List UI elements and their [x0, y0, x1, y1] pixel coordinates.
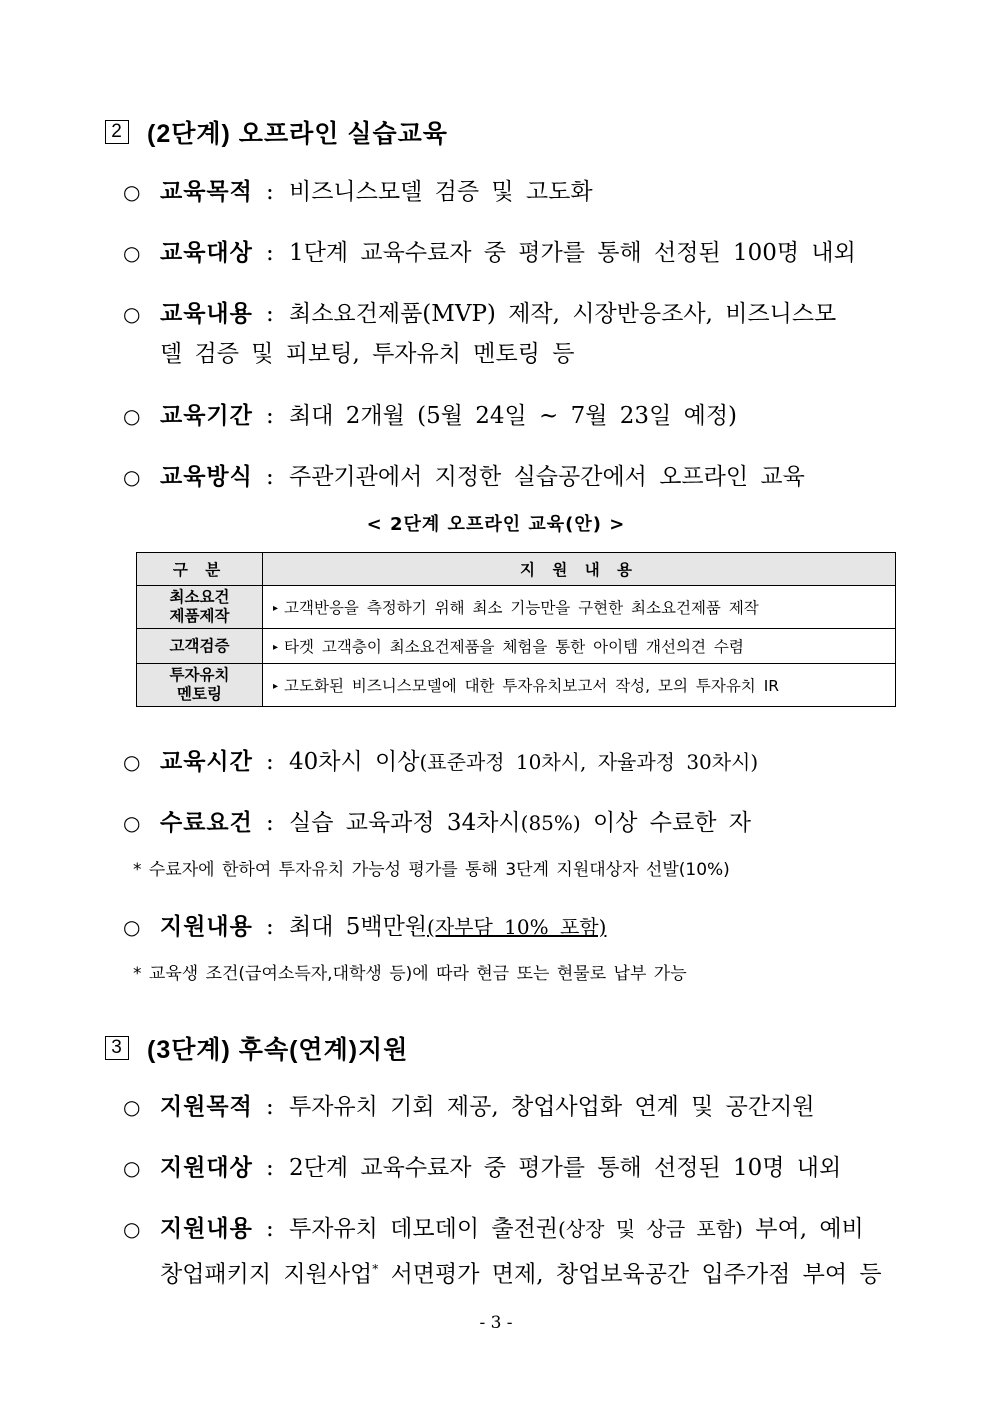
- item-separator: :: [266, 1216, 274, 1242]
- item-value: [289, 742, 758, 782]
- item-value-detail: (상장 및 상금 포함): [558, 1217, 743, 1241]
- note-selection: * 수료자에 한하여 투자유치 가능성 평가를 통해 3단계 지원대상자 선발(10%): [133, 860, 730, 880]
- item-separator: :: [266, 179, 274, 205]
- footnote-marker: *: [372, 1262, 379, 1276]
- item-value: 최소요건제품(MVP) 제작, 시장반응조사, 비즈니스모: [289, 301, 837, 327]
- content-text: 고도화된 비즈니스모델에 대한 투자유치보고서 작성, 모의 투자유치 IR: [284, 677, 780, 695]
- item-value-main: 최대 5백만원: [289, 914, 428, 940]
- triangle-bullet-icon: ▸: [273, 642, 279, 653]
- item-value: 2단계 교육수료자 중 평가를 통해 선정된 10명 내외: [289, 1155, 842, 1181]
- bullet-circle-icon: ○: [123, 1095, 141, 1119]
- item-label: 지원내용: [160, 913, 253, 940]
- item-separator: :: [266, 1094, 274, 1120]
- item-value-main: 투자유치 데모데이 출전권: [289, 1216, 559, 1242]
- table-cell-content: [263, 629, 896, 664]
- item-label: 지원대상: [160, 1154, 253, 1181]
- item-value-cont-tail: 서면평가 면제, 창업보육공간 입주가점 부여 등: [378, 1261, 882, 1288]
- bullet-circle-icon: ○: [123, 302, 141, 326]
- section-title: (3단계) 후속(연계)지원: [147, 1036, 409, 1064]
- bullet-circle-icon: ○: [123, 811, 141, 835]
- item-separator: :: [266, 464, 274, 490]
- item-value: [289, 907, 606, 947]
- item-value: 투자유치 기회 제공, 창업사업화 연계 및 공간지원: [289, 1094, 815, 1120]
- bullet-circle-icon: ○: [123, 241, 141, 265]
- item-value-detail: (85%): [520, 811, 581, 835]
- section-number-box: 2: [105, 120, 129, 144]
- content-text: 고객반응을 측정하기 위해 최소 기능만을 구현한 최소요건제품 제작: [284, 599, 759, 617]
- category-text: 고객검증: [169, 636, 230, 655]
- bullet-circle-icon: ○: [123, 180, 141, 204]
- category-text: 투자유치 멘토링: [169, 666, 230, 703]
- item-label: 교육방식: [160, 463, 253, 490]
- item-label: 교육내용: [160, 300, 253, 327]
- item-label: 지원내용: [160, 1215, 253, 1242]
- item-value-underlined: (자부담 10% 포함): [427, 915, 607, 939]
- item-separator: :: [266, 749, 274, 775]
- bullet-circle-icon: ○: [123, 750, 141, 774]
- section-3-heading: [105, 1030, 408, 1066]
- item-value-main: 실습 교육과정 34차시: [289, 810, 521, 836]
- item-value: 최대 2개월 (5월 24일 ~ 7월 23일 예정): [289, 403, 738, 429]
- item-value-tail: 이상 수료한 자: [580, 810, 751, 836]
- item-label: 교육시간: [160, 748, 253, 775]
- bullet-circle-icon: ○: [123, 465, 141, 489]
- item-value: 비즈니스모델 검증 및 고도화: [289, 179, 593, 205]
- item-label: 수료요건: [160, 809, 253, 836]
- bullet-circle-icon: ○: [123, 915, 141, 939]
- triangle-bullet-icon: ▸: [273, 681, 279, 692]
- item-label: 교육기간: [160, 402, 253, 429]
- section-title: (2단계) 오프라인 실습교육: [147, 120, 448, 148]
- table-title: < 2단계 오프라인 교육(안) >: [366, 514, 626, 535]
- triangle-bullet-icon: ▸: [273, 603, 279, 614]
- section-2-heading: [105, 114, 448, 150]
- item-separator: :: [266, 403, 274, 429]
- content-text: 타겟 고객층이 최소요건제품을 체험을 통한 아이템 개선의견 수렴: [284, 638, 744, 656]
- item-value: 주관기관에서 지정한 실습공간에서 오프라인 교육: [289, 464, 805, 490]
- item-separator: :: [266, 914, 274, 940]
- item-value-main: 40차시 이상: [289, 749, 420, 775]
- bullet-circle-icon: ○: [123, 1217, 141, 1241]
- section-number-box: 3: [105, 1036, 129, 1060]
- item-value-cont-main: 창업패키지 지원사업: [160, 1261, 373, 1288]
- item-separator: :: [266, 810, 274, 836]
- item-separator: :: [266, 240, 274, 266]
- item-label: 지원목적: [160, 1093, 253, 1120]
- table-cell-content: [263, 586, 896, 629]
- table-cell-category: [137, 586, 263, 629]
- item-value-detail: (표준과정 10차시, 자율과정 30차시): [419, 750, 759, 774]
- table-row: [137, 629, 896, 664]
- item-value-continued: 델 검증 및 피보팅, 투자유치 멘토링 등: [160, 341, 575, 367]
- category-text: 최소요건 제품제작: [169, 588, 230, 625]
- item-value: [289, 1209, 864, 1249]
- bullet-circle-icon: ○: [123, 404, 141, 428]
- page-number: - 3 -: [479, 1313, 513, 1333]
- support-table: [136, 552, 896, 707]
- item-separator: :: [266, 1155, 274, 1181]
- table-header-category: 구 분: [137, 553, 263, 586]
- item-label: 교육대상: [160, 239, 253, 266]
- table-row: [137, 664, 896, 707]
- table-header-content: 지 원 내 용: [263, 553, 896, 586]
- table-cell-category: [137, 664, 263, 707]
- note-payment: * 교육생 조건(급여소득자,대학생 등)에 따라 현금 또는 현물로 납부 가능: [133, 964, 687, 984]
- item-label: 교육목적: [160, 178, 253, 205]
- bullet-circle-icon: ○: [123, 1156, 141, 1180]
- table-cell-category: [137, 629, 263, 664]
- item-value-continued: [160, 1249, 882, 1295]
- table-cell-content: [263, 664, 896, 707]
- item-value-tail: 부여, 예비: [742, 1216, 864, 1242]
- item-value: [289, 803, 751, 843]
- item-separator: :: [266, 301, 274, 327]
- table-row: [137, 586, 896, 629]
- item-value: 1단계 교육수료자 중 평가를 통해 선정된 100명 내외: [289, 240, 856, 266]
